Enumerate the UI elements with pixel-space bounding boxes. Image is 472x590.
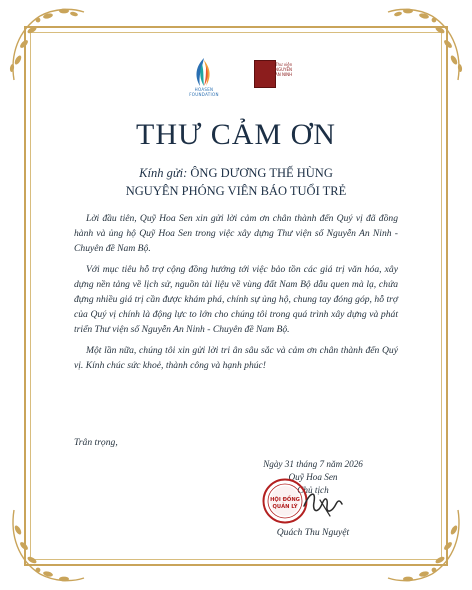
greeting	[0, 164, 472, 200]
handwritten-signature-icon	[300, 486, 346, 518]
letter-date: Ngày 31 tháng 7 năm 2026	[263, 459, 363, 469]
paragraph: Một lần nữa, chúng tôi xin gửi lời tri ân sâu sắc và cảm ơn chân thành đến Quý vị. Kính chúc sức khoẻ, thành công và hạnh phúc!	[74, 344, 398, 371]
organization-name: Quỹ Hoa Sen	[288, 472, 338, 482]
paragraph: Lời đầu tiên, Quỹ Hoa Sen xin gửi lời cảm ơn chân thành đến Quý vị đã đồng hành và ủng hộ Quỹ Hoa Sen trong việc xây dựng Thư viện số Nguyễn An Ninh - Chuyên đề Nam Bộ.	[74, 213, 398, 255]
signer-name: Quách Thu Nguyệt	[276, 527, 350, 538]
letter-body	[74, 211, 398, 378]
stamp-text-line-1: HỘI ĐỒNG	[270, 497, 300, 503]
signer-position: Chủ tịch	[297, 485, 329, 495]
stamp-text-line-2: QUẢN LÝ	[272, 504, 298, 510]
library-logo-icon	[254, 60, 276, 88]
paragraph: Với mục tiêu hỗ trợ cộng đồng hướng tới việc bảo tồn các giá trị văn hóa, xây dựng nền tảng về lịch sử, nguồn tài liệu về vùng đất Nam Bộ dẫu quen mà lạ, chứa đựng nhiều giá trị cần được khám phá, chính sự ủng hộ, chung tay đóng góp, hỗ trợ của Quý vị chính là động lực to lớn cho chúng tôi trong quá trình xây dựng và phát triển Thư viện số Nguyễn An Ninh - Chuyên đề Nam Bộ.	[74, 263, 398, 336]
salutation: Trân trọng,	[74, 437, 118, 448]
hoasen-foundation-text: HOASEN FOUNDATION	[189, 87, 219, 97]
library-logo-text: Thư viện NGUYỄN AN NINH	[275, 62, 293, 77]
recipient-name: ÔNG DƯƠNG THẾ HÙNG	[190, 166, 333, 180]
corner-ornament-bottom-left	[0, 500, 90, 590]
recipient-role: NGUYÊN PHÓNG VIÊN BÁO TUỔI TRẺ	[125, 184, 347, 198]
greeting-prefix: Kính gửi:	[139, 166, 188, 180]
header-logos	[0, 56, 472, 96]
corner-ornament-bottom-right	[382, 500, 472, 590]
letter-title: THƯ CẢM ƠN	[136, 118, 336, 151]
